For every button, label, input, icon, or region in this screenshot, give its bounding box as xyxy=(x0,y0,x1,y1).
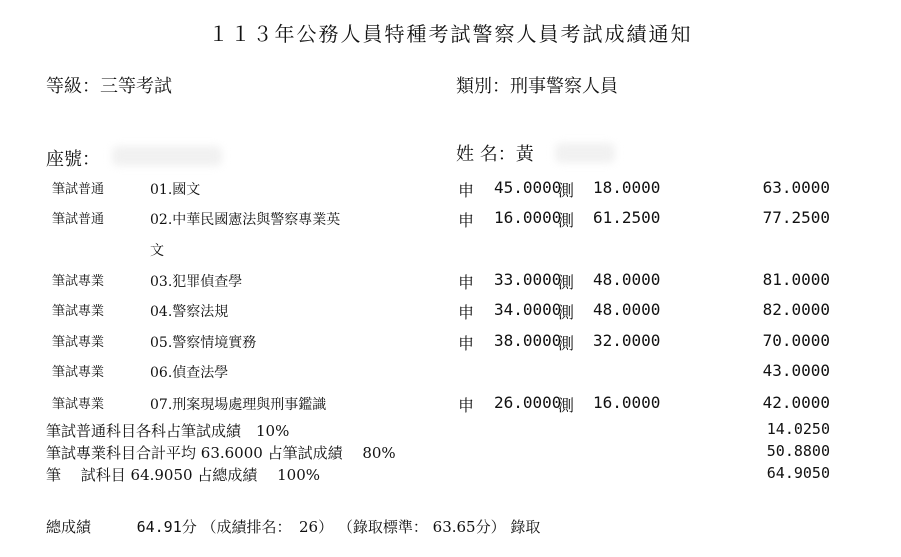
page-title: １１３年公務人員特種考試警察人員考試成績通知 xyxy=(208,22,693,46)
summary-value: 64.9050 xyxy=(766,464,830,482)
score-part-1: 45.0000 xyxy=(494,178,562,197)
subject-name: 01.國文 xyxy=(150,182,201,198)
score-mark-shen: 申 xyxy=(458,396,475,415)
grade-value: 三等考試 xyxy=(100,76,172,97)
name-field xyxy=(456,140,534,166)
score-mark-ce: 測 xyxy=(558,303,575,322)
grade-label: 等級： xyxy=(46,76,100,97)
rank-text: （成績排名： 26） xyxy=(201,518,334,536)
category-field xyxy=(456,72,618,98)
total-score-value: 64.91分 xyxy=(136,518,197,536)
score-part-2: 48.0000 xyxy=(593,270,661,289)
subject-name: 03.犯罪偵查學 xyxy=(150,274,243,290)
subject-total: 70.0000 xyxy=(762,331,830,350)
score-mark-ce: 測 xyxy=(558,334,575,353)
score-part-1: 33.0000 xyxy=(494,270,562,289)
score-mark-ce: 測 xyxy=(558,181,575,200)
subject-total: 63.0000 xyxy=(762,178,830,197)
seat-label: 座號： xyxy=(46,149,100,170)
exam-type: 筆試專業 xyxy=(52,397,105,412)
final-result-line xyxy=(46,516,540,537)
name-redacted-blur xyxy=(555,143,615,163)
exam-type: 筆試普通 xyxy=(52,212,105,227)
subject-name: 05.警察情境實務 xyxy=(150,335,257,351)
score-part-2: 48.0000 xyxy=(593,300,661,319)
subject-total: 42.0000 xyxy=(762,393,830,412)
category-value: 刑事警察人員 xyxy=(510,76,618,97)
summary-text: 筆試普通科目各科占筆試成績 10% xyxy=(46,422,290,440)
name-value: 黃 xyxy=(515,144,534,165)
subject-name: 07.刑案現場處理與刑事鑑識 xyxy=(150,397,327,413)
score-part-2: 32.0000 xyxy=(593,331,661,350)
score-mark-shen: 申 xyxy=(458,303,475,322)
score-mark-shen: 申 xyxy=(458,273,475,292)
summary-text: 筆 試科目 64.9050 占總成績 100% xyxy=(46,466,320,484)
score-mark-ce: 測 xyxy=(558,211,575,230)
score-part-2: 18.0000 xyxy=(593,178,661,197)
total-score-label: 總成績 xyxy=(46,518,92,536)
score-mark-shen: 申 xyxy=(458,211,475,230)
subject-name-wrap: 文 xyxy=(150,243,164,259)
score-mark-shen: 申 xyxy=(458,181,475,200)
subject-name: 02.中華民國憲法與警察專業英 xyxy=(150,212,341,228)
admission-result: 錄取 xyxy=(510,518,541,536)
category-label: 類別： xyxy=(456,76,510,97)
exam-type: 筆試專業 xyxy=(52,304,105,319)
summary-value: 50.8800 xyxy=(766,442,830,460)
score-mark-ce: 測 xyxy=(558,396,575,415)
subject-name: 06.偵查法學 xyxy=(150,365,229,381)
score-part-1: 26.0000 xyxy=(494,393,562,412)
subject-name: 04.警察法規 xyxy=(150,304,229,320)
score-part-1: 16.0000 xyxy=(494,208,562,227)
subject-total: 81.0000 xyxy=(762,270,830,289)
score-part-2: 16.0000 xyxy=(593,393,661,412)
subject-total: 43.0000 xyxy=(762,361,830,380)
score-part-2: 61.2500 xyxy=(593,208,661,227)
grade-field xyxy=(46,72,172,98)
score-mark-ce: 測 xyxy=(558,273,575,292)
score-part-1: 34.0000 xyxy=(494,300,562,319)
exam-type: 筆試專業 xyxy=(52,365,105,380)
score-mark-shen: 申 xyxy=(458,334,475,353)
score-part-1: 38.0000 xyxy=(494,331,562,350)
exam-type: 筆試專業 xyxy=(52,335,105,350)
subject-total: 82.0000 xyxy=(762,300,830,319)
subject-total: 77.2500 xyxy=(762,208,830,227)
seat-redacted-blur xyxy=(112,146,222,166)
name-label: 姓 名： xyxy=(456,144,516,165)
exam-type: 筆試專業 xyxy=(52,274,105,289)
summary-text: 筆試專業科目合計平均 63.6000 占筆試成績 80% xyxy=(46,444,396,462)
admission-standard-text: （錄取標準： 63.65分） xyxy=(337,518,506,536)
summary-value: 14.0250 xyxy=(766,420,830,438)
exam-type: 筆試普通 xyxy=(52,182,105,197)
